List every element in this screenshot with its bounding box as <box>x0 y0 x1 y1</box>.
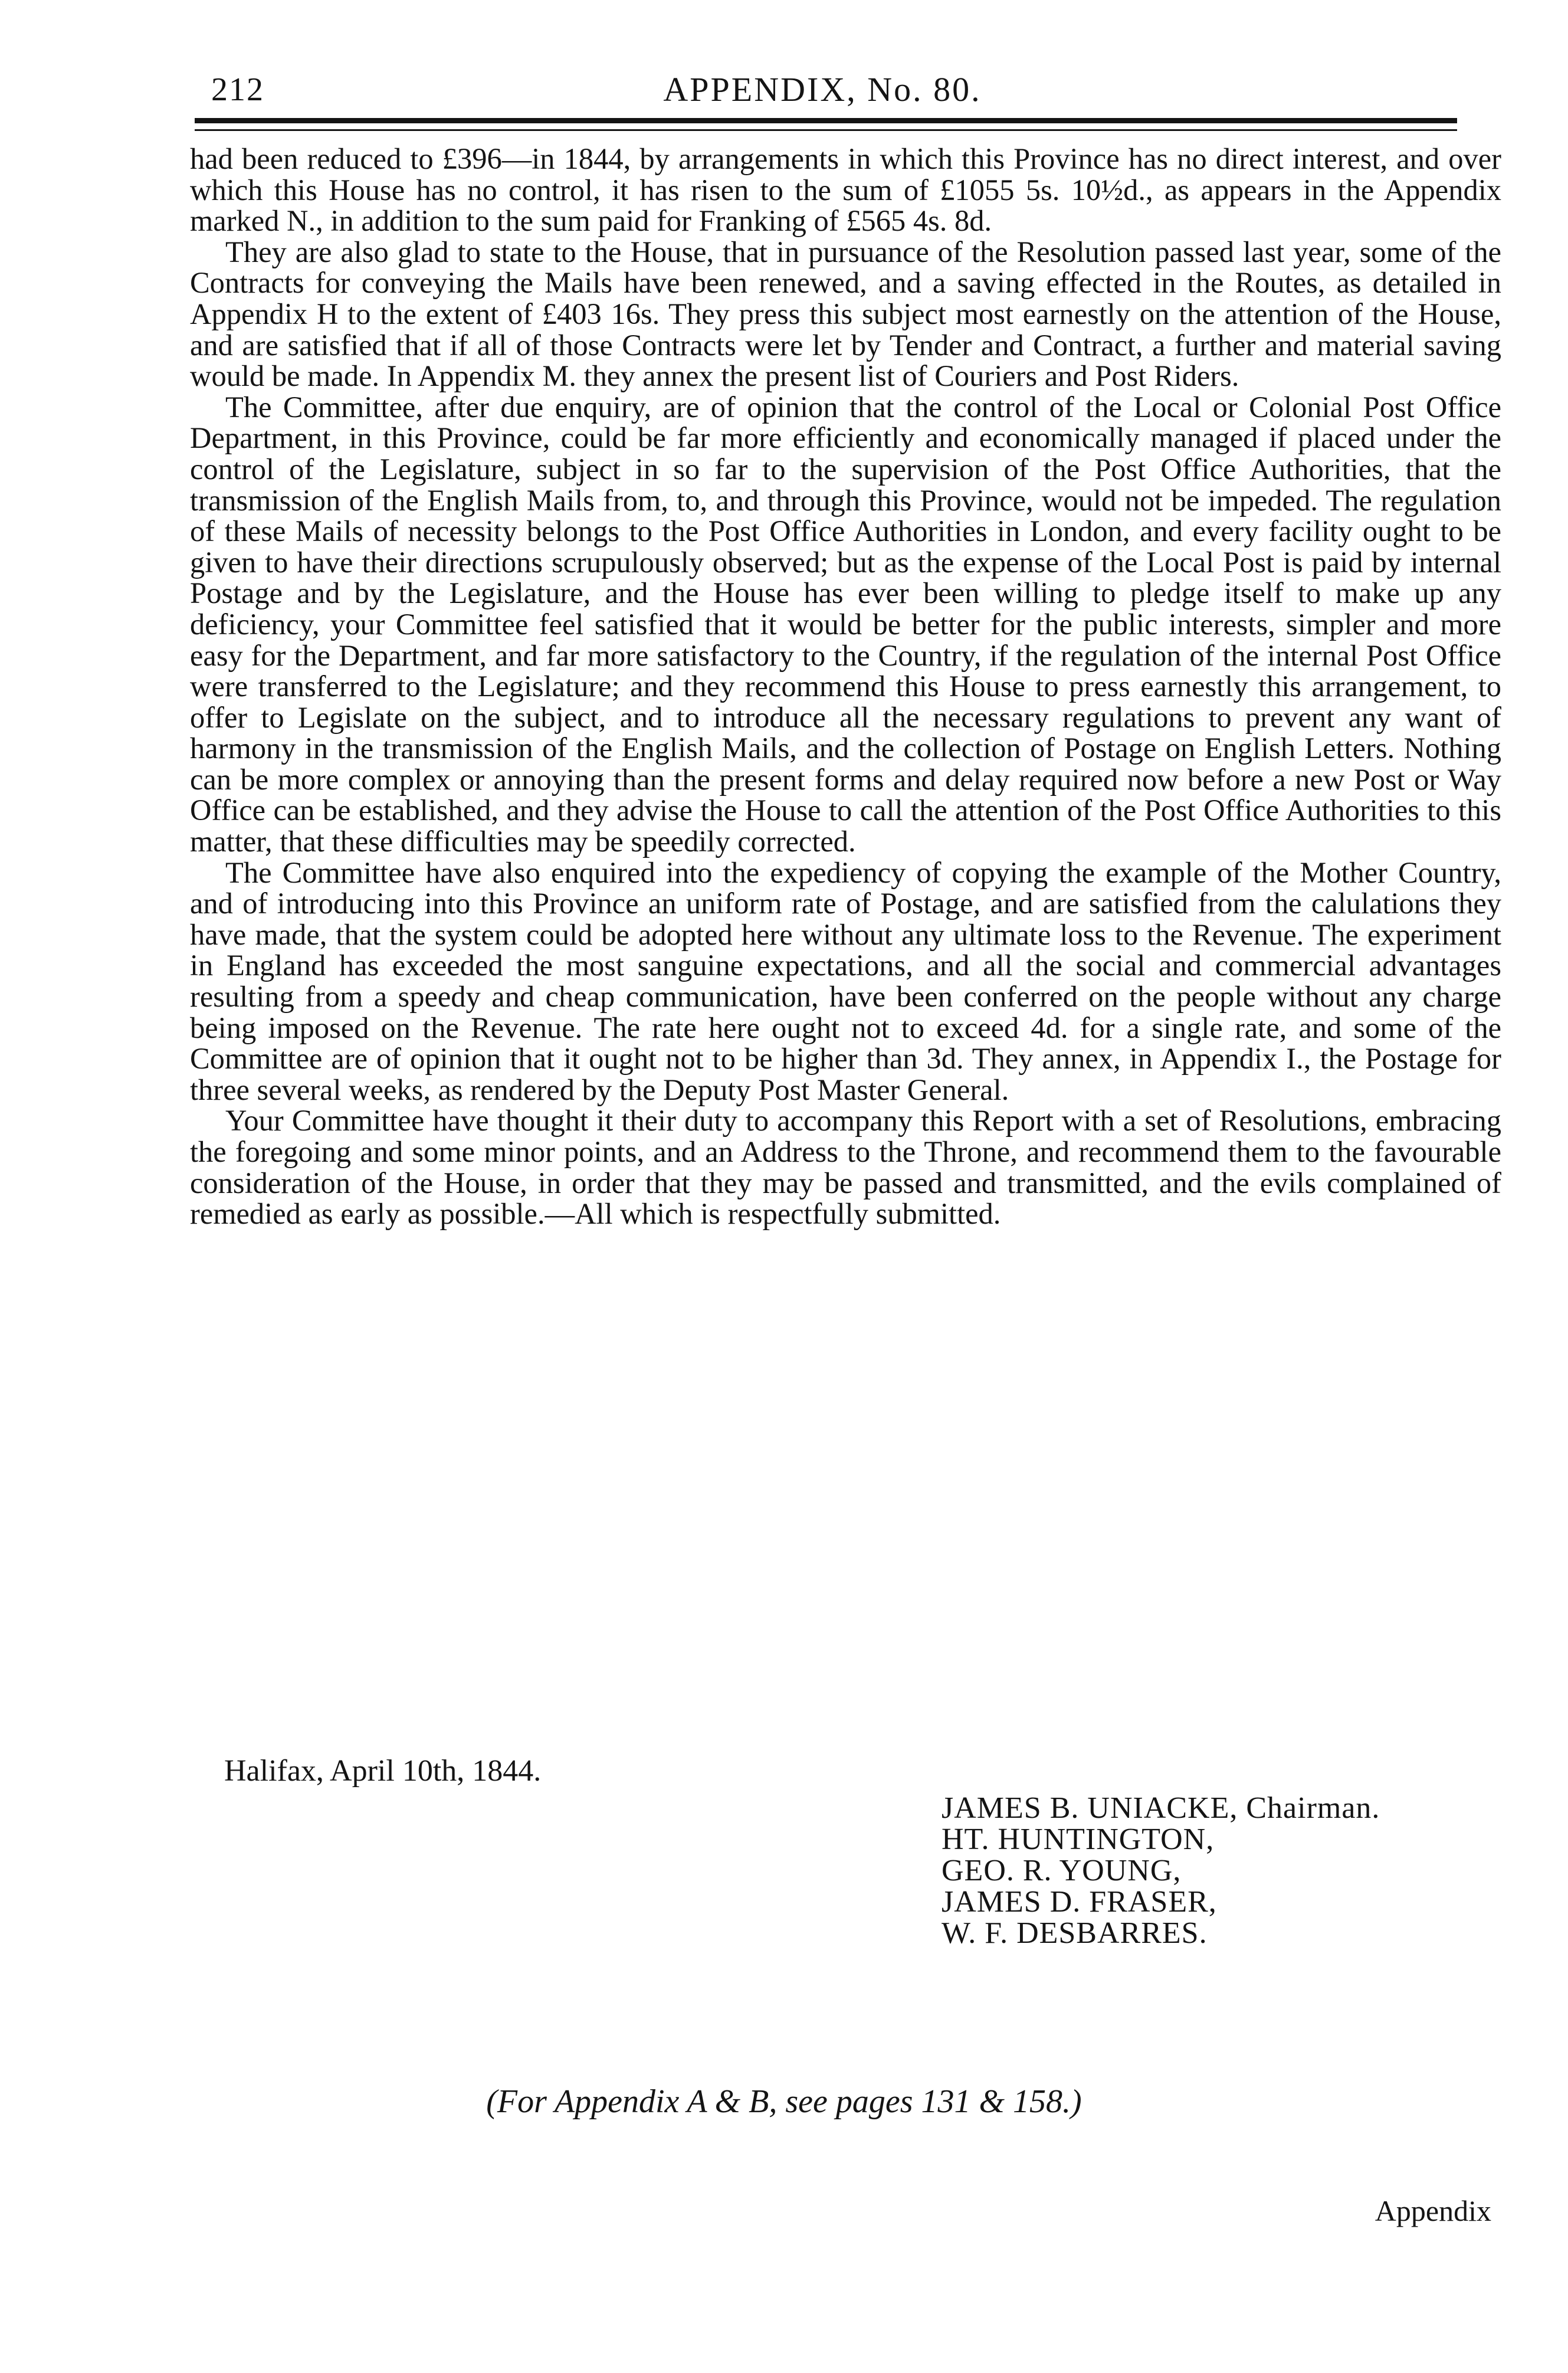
paragraph-uniform-postage: The Committee have also enquired into the expediency of copying the example of the Mother Country, and of introducing into this Province an uniform rate of Postage, and are satisfied from the calulations they have made, that the system could be adopted here without any ultimate loss to the Revenue. The experiment in England has exceeded the most sanguine expectations, and all the social and commercial advantages resulting from a speedy and cheap communication, have been conferred on the people without any charge being imposed on the Revenue. The rate here ought not to exceed 4d. for a single rate, and some of the Committee are of opinion that it ought not to be higher than 3d. They annex, in Appendix I., the Postage for three several weeks, as rendered by the Deputy Post Master General. <box>190 856 1501 1106</box>
report-body <box>190 143 1501 1230</box>
paragraph-resolutions: Your Committee have thought it their duty to accompany this Report with a set of Resolutions, embracing the foregoing and some minor points, and an Address to the Throne, and recommend them to the favourable consideration of the House, in order that they may be passed and transmitted, and the evils complained of remedied as early as possible.—All which is respectfully submitted. <box>190 1104 1501 1231</box>
signature-block <box>942 1792 1380 1949</box>
signatory: HT. HUNTINGTON, <box>942 1823 1215 1856</box>
page-header <box>195 59 1450 112</box>
signatory: GEO. R. YOUNG, <box>942 1854 1182 1887</box>
signatory: W. F. DESBARRES. <box>942 1916 1208 1950</box>
running-head: APPENDIX, No. 80. <box>663 70 982 109</box>
paragraph-mail-contracts: They are also glad to state to the House, that in pursuance of the Resolution passed last year, some of the Contracts for conveying the Mails have been renewed, and a saving effected in the Routes, as detailed in Appendix H to the extent of £403 16s. They press this subject most earnestly on the attention of the House, and are satisfied that if all of those Contracts were let by Tender and Contract, a further and material saving would be made. In Appendix M. they annex the present list of Couriers and Post Riders. <box>190 235 1501 393</box>
appendix-reference-note: (For Appendix A & B, see pages 131 & 158.) <box>486 2083 1082 2120</box>
paragraph-franking-costs: had been reduced to £396—in 1844, by arrangements in which this Province has no direct interest, and over which this House has no control, it has risen to the sum of £1055 5s. 10½d., as appears in the Appendix marked N., in addition to the sum paid for Franking of £565 4s. 8d. <box>190 142 1501 238</box>
paragraph-post-office-control: The Committee, after due enquiry, are of opinion that the control of the Local or Colonial Post Office Department, in this Province, could be far more efficiently and economically managed if placed under the control of the Legislature, subject in so far to the supervision of the Post Office Authorities, that the transmission of the English Mails from, to, and through this Province, would not be impeded. The regulation of these Mails of necessity belongs to the Post Office Authorities in London, and every facility ought to be given to have their directions scrupulously observed; but as the expense of the Local Post is paid by internal Postage and by the Legislature, and the House has ever been willing to pledge itself to make up any deficiency, your Committee feel satisfied that it would be better for the public interests, simpler and more easy for the Department, and far more satisfactory to the Country, if the regulation of the internal Post Office were transferred to the Legislature; and they recommend this House to press earnestly this arrangement, to offer to Legislate on the subject, and to introduce all the necessary regulations to prevent any want of harmony in the transmission of the English Mails, and the collection of Postage on English Letters. Nothing can be more complex or annoying than the present forms and delay required now before a new Post or Way Office can be established, and they advise the House to call the attention of the Post Office Authorities to this matter, that these difficulties may be speedily corrected. <box>190 390 1501 858</box>
dateline: Halifax, April 10th, 1844. <box>224 1754 542 1788</box>
header-double-rule <box>195 118 1457 131</box>
signatory: JAMES D. FRASER, <box>942 1885 1217 1919</box>
page-number: 212 <box>211 71 264 108</box>
catchword: Appendix <box>1375 2194 1491 2227</box>
signatory-chairman: JAMES B. UNIACKE, Chairman. <box>942 1791 1380 1825</box>
